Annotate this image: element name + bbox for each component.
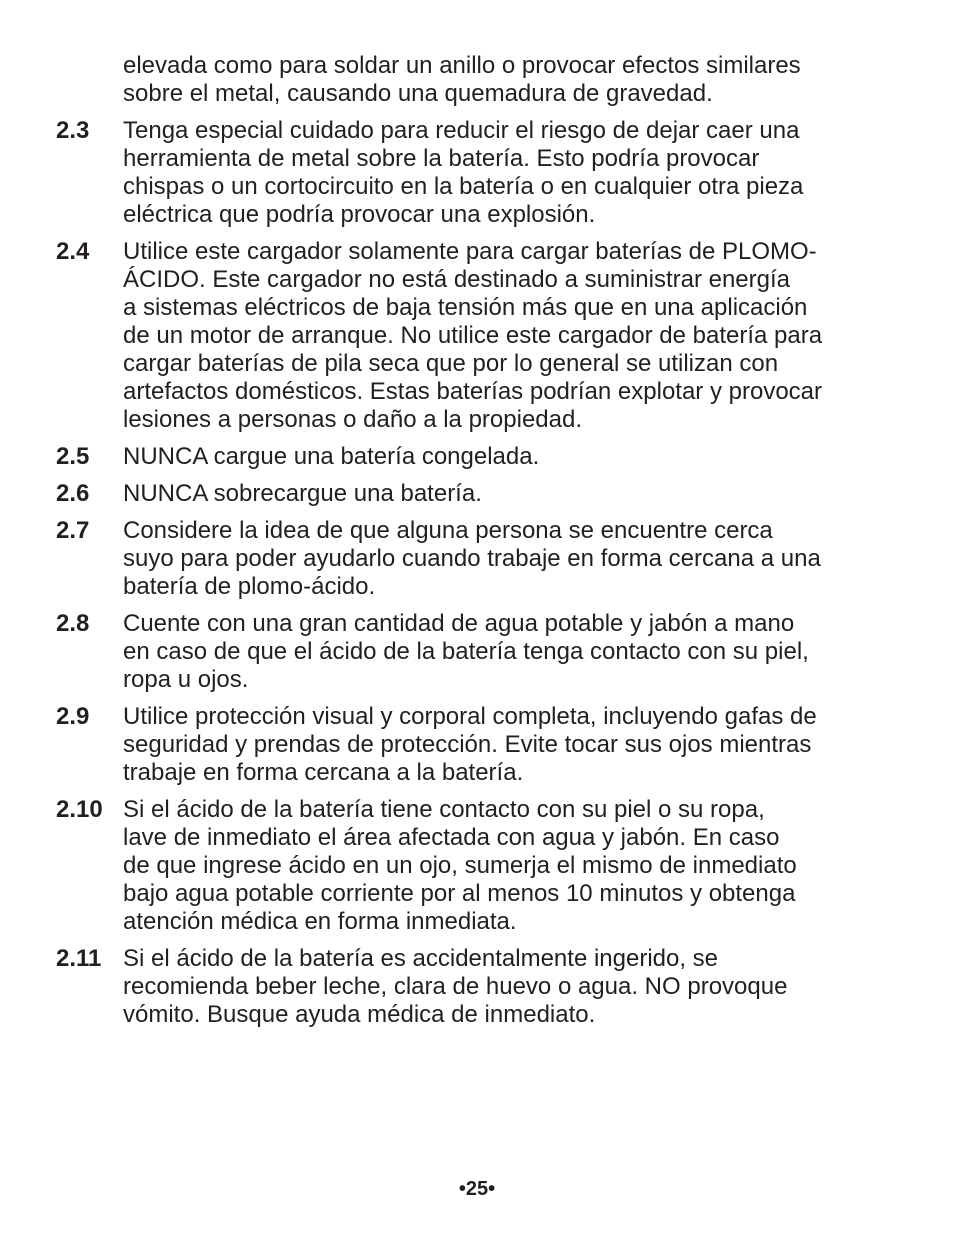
- item-text: [123, 945, 901, 1029]
- instruction-2-6: [56, 480, 901, 508]
- item-number: 2.6: [56, 480, 90, 507]
- text-line: vómito. Busque ayuda médica de inmediato.: [123, 1001, 596, 1028]
- text-line: Si el ácido de la batería tiene contacto con su piel o su ropa,: [123, 796, 765, 823]
- text-line: Cuente con una gran cantidad de agua potable y jabón a mano: [123, 610, 795, 637]
- instruction-2-9: [56, 703, 901, 787]
- text-line: de un motor de arranque. No utilice este cargador de batería para: [123, 322, 823, 349]
- text-line: en caso de que el ácido de la batería tenga contacto con su piel,: [123, 638, 809, 665]
- text-line: sobre el metal, causando una quemadura de gravedad.: [123, 80, 713, 107]
- item-number: 2.9: [56, 703, 90, 730]
- text-line: recomienda beber leche, clara de huevo o agua. NO provoque: [123, 973, 788, 1000]
- safety-instructions: [56, 52, 901, 1038]
- text-line: Tenga especial cuidado para reducir el riesgo de dejar caer una: [123, 117, 800, 144]
- item-number: 2.5: [56, 443, 90, 470]
- text-line: bajo agua potable corriente por al menos 10 minutos y obtenga: [123, 880, 796, 907]
- instruction-2-11: [56, 945, 901, 1029]
- text-line: Utilice este cargador solamente para cargar baterías de PLOMO-: [123, 238, 817, 265]
- text-line: elevada como para soldar un anillo o provocar efectos similares: [123, 52, 801, 79]
- continued-paragraph: [123, 52, 901, 108]
- item-number: 2.11: [56, 945, 102, 972]
- text-line: de que ingrese ácido en un ojo, sumerja el mismo de inmediato: [123, 852, 797, 879]
- item-text: [123, 238, 901, 434]
- item-text: [123, 517, 901, 601]
- text-line: herramienta de metal sobre la batería. Esto podría provocar: [123, 145, 760, 172]
- text-line: ropa u ojos.: [123, 666, 249, 693]
- text-line: Si el ácido de la batería es accidentalmente ingerido, se: [123, 945, 719, 972]
- text-line: NUNCA sobrecargue una batería.: [123, 480, 482, 507]
- instruction-2-7: [56, 517, 901, 601]
- item-number: 2.8: [56, 610, 90, 637]
- instruction-2-5: [56, 443, 901, 471]
- text-line: artefactos domésticos. Estas baterías podrían explotar y provocar: [123, 378, 823, 405]
- text-line: batería de plomo-ácido.: [123, 573, 376, 600]
- item-text: [123, 796, 901, 936]
- text-line: eléctrica que podría provocar una explosión.: [123, 201, 596, 228]
- item-number: 2.3: [56, 117, 90, 144]
- instruction-2-4: [56, 238, 901, 434]
- item-number: 2.10: [56, 796, 103, 823]
- item-number: 2.7: [56, 517, 90, 544]
- text-line: suyo para poder ayudarlo cuando trabaje en forma cercana a una: [123, 545, 821, 572]
- item-text: [123, 480, 901, 508]
- text-line: lesiones a personas o daño a la propiedad.: [123, 406, 582, 433]
- item-text: [123, 610, 901, 694]
- item-number: 2.4: [56, 238, 90, 265]
- text-line: Utilice protección visual y corporal completa, incluyendo gafas de: [123, 703, 817, 730]
- text-line: Considere la idea de que alguna persona se encuentre cerca: [123, 517, 773, 544]
- item-text: [123, 703, 901, 787]
- instruction-2-10: [56, 796, 901, 936]
- text-line: a sistemas eléctricos de baja tensión más que en una aplicación: [123, 294, 808, 321]
- text-line: chispas o un cortocircuito en la batería o en cualquier otra pieza: [123, 173, 804, 200]
- text-line: atención médica en forma inmediata.: [123, 908, 517, 935]
- text-line: lave de inmediato el área afectada con agua y jabón. En caso: [123, 824, 780, 851]
- item-text: [123, 443, 901, 471]
- text-line: NUNCA cargue una batería congelada.: [123, 443, 540, 470]
- page-number: •25•: [458, 1178, 496, 1200]
- text-line: seguridad y prendas de protección. Evite tocar sus ojos mientras: [123, 731, 812, 758]
- instruction-2-8: [56, 610, 901, 694]
- text-line: trabaje en forma cercana a la batería.: [123, 759, 524, 786]
- item-text: [123, 117, 901, 229]
- text-line: cargar baterías de pila seca que por lo general se utilizan con: [123, 350, 779, 377]
- instruction-2-3: [56, 117, 901, 229]
- text-line: ÁCIDO. Este cargador no está destinado a suministrar energía: [123, 266, 791, 293]
